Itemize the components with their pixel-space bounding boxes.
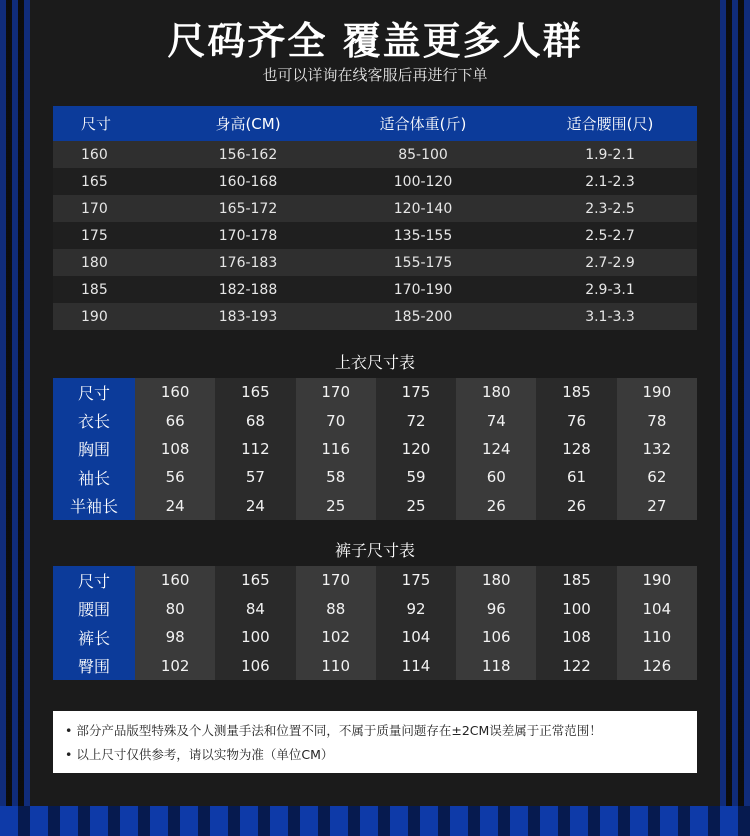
notes-box — [53, 711, 697, 773]
size-column — [376, 566, 456, 680]
cell: 60 — [486, 468, 506, 487]
cell-height: 176-183 — [218, 254, 278, 271]
cell: 110 — [321, 656, 351, 675]
cell: 128 — [562, 439, 591, 458]
cell: 190 — [642, 571, 672, 590]
cell: 106 — [481, 628, 511, 647]
cell: 96 — [486, 599, 506, 618]
table-row — [53, 276, 697, 303]
cell-weight: 155-175 — [393, 254, 453, 271]
size-column — [617, 566, 697, 680]
cell: 24 — [165, 496, 185, 515]
cell-waist: 1.9-2.1 — [585, 146, 635, 163]
cell: 78 — [647, 411, 667, 430]
cell: 98 — [165, 628, 185, 647]
pants-size-table — [53, 566, 697, 680]
cell: 62 — [647, 468, 667, 487]
size-column — [536, 378, 616, 520]
header-waist: 适合腰围(尺) — [566, 115, 654, 133]
cell-waist: 2.1-2.3 — [585, 173, 635, 190]
left-stripe-decoration — [0, 0, 30, 836]
cell-weight: 85-100 — [398, 146, 448, 163]
cell: 68 — [245, 411, 265, 430]
cell-weight: 120-140 — [393, 200, 453, 217]
cell-height: 156-162 — [218, 146, 278, 163]
cell: 160 — [160, 383, 190, 402]
cell-height: 182-188 — [218, 281, 278, 298]
row-labels — [53, 378, 135, 520]
size-column — [215, 566, 295, 680]
cell: 185 — [562, 383, 591, 402]
cell: 25 — [406, 496, 426, 515]
top-table-title: 上衣尺寸表 — [334, 353, 415, 372]
cell: 58 — [326, 468, 346, 487]
row-label: 袖长 — [77, 468, 110, 488]
cell: 180 — [481, 571, 511, 590]
size-column — [536, 566, 616, 680]
cell: 132 — [642, 439, 672, 458]
cell: 59 — [406, 468, 426, 487]
cell-size: 185 — [81, 281, 108, 298]
cell-size: 180 — [81, 254, 108, 271]
cell: 175 — [401, 571, 431, 590]
cell: 160 — [160, 571, 190, 590]
cell: 126 — [642, 656, 672, 675]
cell-waist: 2.9-3.1 — [585, 281, 635, 298]
cell-weight: 100-120 — [393, 173, 453, 190]
cell: 88 — [326, 599, 346, 618]
cell: 110 — [642, 628, 672, 647]
cell: 114 — [401, 656, 431, 675]
cell: 106 — [241, 656, 270, 675]
size-column — [617, 378, 697, 520]
cell-size: 165 — [81, 173, 108, 190]
table-row — [53, 222, 697, 249]
cell-size: 160 — [81, 146, 108, 163]
cell: 56 — [165, 468, 185, 487]
cell: 108 — [160, 439, 190, 458]
row-label: 尺寸 — [77, 571, 110, 591]
cell-weight: 185-200 — [393, 308, 453, 325]
table-header — [53, 106, 697, 141]
size-column — [296, 566, 376, 680]
cell: 25 — [326, 496, 346, 515]
cell-size: 175 — [81, 227, 108, 244]
cell: 170 — [321, 383, 351, 402]
page-subtitle: 也可以详询在线客服后再进行下单 — [262, 66, 488, 84]
cell-waist: 2.7-2.9 — [585, 254, 635, 271]
size-column — [456, 566, 536, 680]
cell: 190 — [642, 383, 672, 402]
cell: 100 — [562, 599, 591, 618]
cell: 102 — [321, 628, 351, 647]
cell-height: 160-168 — [218, 173, 278, 190]
row-label: 裤长 — [77, 628, 110, 648]
cell-waist: 3.1-3.3 — [585, 308, 635, 325]
row-label: 衣长 — [77, 412, 110, 432]
table-row — [53, 249, 697, 276]
size-column — [296, 378, 376, 520]
table-row — [53, 168, 697, 195]
cell: 76 — [567, 411, 587, 430]
cell: 66 — [165, 411, 185, 430]
cell-waist: 2.3-2.5 — [585, 200, 635, 217]
cell: 180 — [481, 383, 511, 402]
bottom-stripe-decoration — [0, 806, 750, 836]
cell-size: 190 — [81, 308, 108, 325]
row-labels — [53, 566, 135, 680]
cell-height: 183-193 — [218, 308, 278, 325]
cell: 70 — [326, 411, 346, 430]
cell: 74 — [486, 411, 506, 430]
size-column — [135, 378, 215, 520]
row-label: 腰围 — [77, 600, 110, 620]
header-size: 尺寸 — [81, 115, 112, 133]
cell-weight: 135-155 — [393, 227, 453, 244]
cell: 26 — [486, 496, 506, 515]
right-stripe-decoration — [720, 0, 750, 836]
cell: 118 — [481, 656, 511, 675]
row-label: 尺寸 — [77, 383, 110, 403]
cell: 102 — [160, 656, 190, 675]
cell: 80 — [165, 599, 185, 618]
size-column — [456, 378, 536, 520]
cell: 24 — [245, 496, 265, 515]
header-weight: 适合体重(斤) — [379, 115, 467, 133]
cell: 112 — [241, 439, 270, 458]
cell-size: 170 — [81, 200, 108, 217]
cell: 104 — [642, 599, 672, 618]
cell-height: 165-172 — [218, 200, 278, 217]
pants-table-title: 裤子尺寸表 — [334, 541, 415, 560]
cell: 84 — [245, 599, 265, 618]
cell: 100 — [241, 628, 270, 647]
size-column — [376, 378, 456, 520]
note-reference-only: • 以上尺寸仅供参考，请以实物为准（单位CM） — [65, 747, 334, 762]
cell: 175 — [401, 383, 431, 402]
table-row — [53, 195, 697, 222]
cell: 57 — [245, 468, 265, 487]
cell: 72 — [406, 411, 426, 430]
cell: 122 — [562, 656, 591, 675]
size-recommendation-table — [53, 106, 697, 330]
cell: 120 — [401, 439, 431, 458]
cell: 124 — [481, 439, 511, 458]
size-column — [215, 378, 295, 520]
cell-height: 170-178 — [218, 227, 278, 244]
cell: 116 — [321, 439, 351, 458]
table-row — [53, 303, 697, 330]
cell-waist: 2.5-2.7 — [585, 227, 635, 244]
table-row — [53, 141, 697, 168]
cell: 26 — [567, 496, 587, 515]
cell: 185 — [562, 571, 591, 590]
cell: 165 — [241, 571, 270, 590]
page-title: 尺码齐全 覆盖更多人群 — [167, 19, 583, 63]
header-height: 身高(CM) — [215, 115, 281, 133]
cell: 61 — [567, 468, 587, 487]
row-label: 胸围 — [77, 440, 110, 460]
cell: 104 — [401, 628, 431, 647]
note-measurement-error: • 部分产品版型特殊及个人测量手法和位置不同，不属于质量问题存在±2CM误差属于正常范围！ — [65, 723, 602, 738]
row-label: 臀围 — [77, 657, 110, 677]
size-column — [135, 566, 215, 680]
cell: 108 — [562, 628, 591, 647]
top-size-table — [53, 378, 697, 520]
cell: 170 — [321, 571, 351, 590]
cell: 165 — [241, 383, 270, 402]
cell: 92 — [406, 599, 426, 618]
cell: 27 — [647, 496, 667, 515]
cell-weight: 170-190 — [393, 281, 453, 298]
row-label: 半袖长 — [69, 497, 118, 517]
